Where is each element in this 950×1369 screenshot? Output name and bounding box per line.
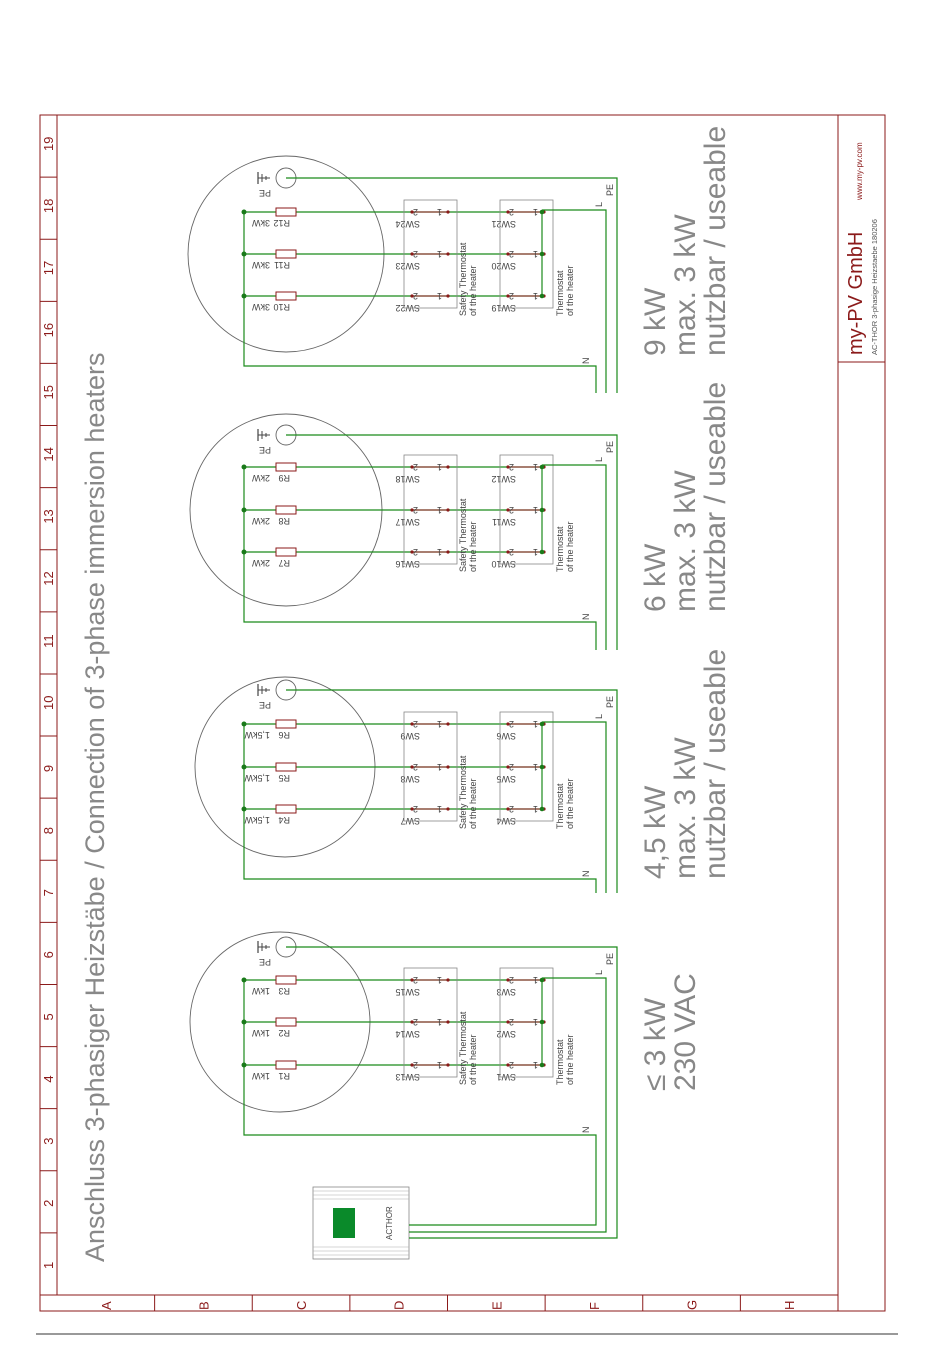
resistor-label-R9: R9 bbox=[278, 473, 290, 483]
switch-pin2-SW2: 2 bbox=[508, 1017, 514, 1027]
junction-dot bbox=[242, 978, 247, 983]
resistor-power-R10: 3kW bbox=[252, 302, 270, 312]
safety-thermostat-label: Safety Thermostat bbox=[458, 755, 468, 829]
junction-dot bbox=[540, 765, 545, 770]
grid-column-5: 5 bbox=[41, 1013, 56, 1021]
label-l: L bbox=[594, 969, 604, 975]
switch-pin2-SW18: 2 bbox=[412, 462, 418, 472]
switch-pin1-SW1: 1 bbox=[532, 1060, 538, 1070]
heater-rating-line-1: 6 kW bbox=[639, 543, 672, 612]
switch-pin1-SW4: 1 bbox=[532, 804, 538, 814]
resistor-label-R1: R1 bbox=[278, 1071, 290, 1081]
resistor-power-R11: 3kW bbox=[252, 260, 270, 270]
junction-dot bbox=[242, 1020, 247, 1025]
label-pe-rail: PE bbox=[605, 952, 615, 965]
heater-rating-line-2: max. 3 kW bbox=[669, 214, 702, 356]
switch-pin2-SW24: 2 bbox=[412, 207, 418, 217]
heater-rating-line-2: 230 VAC bbox=[669, 973, 702, 1091]
grid-column-16: 16 bbox=[41, 322, 56, 338]
heater-rating-line-2: max. 3 kW bbox=[669, 737, 702, 879]
neutral-wire bbox=[244, 980, 596, 1160]
switch-label-SW21: SW21 bbox=[491, 219, 516, 229]
junction-dot bbox=[242, 294, 247, 299]
switch-label-SW15: SW15 bbox=[395, 987, 420, 997]
resistor-label-R12: R12 bbox=[273, 218, 290, 228]
resistor-R8 bbox=[276, 506, 296, 514]
switch-pin1-SW10: 1 bbox=[532, 547, 538, 557]
grid-column-4: 4 bbox=[41, 1075, 56, 1083]
switch-label-SW14: SW14 bbox=[395, 1029, 420, 1039]
grid-row-H: H bbox=[782, 1300, 798, 1310]
device-line-wire bbox=[409, 1160, 606, 1232]
resistor-label-R6: R6 bbox=[278, 730, 290, 740]
junction-dot bbox=[242, 465, 247, 470]
grid-column-17: 17 bbox=[41, 260, 56, 276]
diagram-title: Anschluss 3-phasiger Heizstäbe / Connection of 3-phase immersion heaters bbox=[80, 352, 110, 1262]
switch-pin2-SW15: 2 bbox=[412, 975, 418, 985]
thermostat-label: Thermostat bbox=[555, 526, 565, 572]
resistor-R7 bbox=[276, 548, 296, 556]
heater-rating-line-1: 9 kW bbox=[639, 287, 672, 356]
device-pe-wire bbox=[409, 1160, 617, 1238]
switch-pin2-SW7: 2 bbox=[412, 804, 418, 814]
grid-row-B: B bbox=[196, 1301, 212, 1310]
label-l: L bbox=[594, 201, 604, 207]
switch-pin2-SW5: 2 bbox=[508, 762, 514, 772]
switch-label-SW11: SW11 bbox=[492, 517, 516, 527]
resistor-R11 bbox=[276, 250, 296, 258]
neutral-wire bbox=[244, 212, 596, 393]
grid-row-G: G bbox=[684, 1299, 700, 1310]
switch-label-SW9: SW9 bbox=[400, 731, 420, 741]
switch-label-SW12: SW12 bbox=[491, 474, 516, 484]
thermostat-label: Thermostat bbox=[555, 783, 565, 829]
switch-pin1-SW22: 1 bbox=[436, 291, 442, 301]
grid-column-19: 19 bbox=[41, 136, 56, 152]
resistor-power-R6: 1,5kW bbox=[244, 730, 270, 740]
resistor-R6 bbox=[276, 720, 296, 728]
switch-pin2-SW16: 2 bbox=[412, 547, 418, 557]
acthor-device bbox=[313, 1187, 409, 1259]
resistor-label-R10: R10 bbox=[273, 302, 290, 312]
grid-column-1: 1 bbox=[41, 1261, 56, 1269]
resistor-R9 bbox=[276, 463, 296, 471]
thermostat-label: Thermostat bbox=[555, 1039, 565, 1085]
switch-pin2-SW12: 2 bbox=[508, 462, 514, 472]
switch-label-SW5: SW5 bbox=[496, 774, 516, 784]
safety-thermostat-label: Safety Thermostat bbox=[458, 242, 468, 316]
switch-pin1-SW7: 1 bbox=[436, 804, 442, 814]
resistor-R4 bbox=[276, 805, 296, 813]
thermostat-label: Thermostat bbox=[555, 270, 565, 316]
switch-label-SW18: SW18 bbox=[395, 474, 420, 484]
resistor-power-R1: 1kW bbox=[252, 1071, 270, 1081]
resistor-power-R3: 1kW bbox=[252, 986, 270, 996]
grid-row-markers bbox=[99, 1295, 797, 1311]
resistor-power-R7: 2kW bbox=[252, 558, 270, 568]
grid-column-8: 8 bbox=[41, 826, 56, 835]
switch-pin1-SW20: 1 bbox=[532, 249, 538, 259]
grid-column-markers bbox=[40, 115, 57, 1269]
switch-label-SW2: SW2 bbox=[496, 1029, 516, 1039]
junction-dot bbox=[242, 765, 247, 770]
junction-dot bbox=[540, 294, 545, 299]
switch-label-SW20: SW20 bbox=[491, 261, 516, 271]
label-l: L bbox=[594, 713, 604, 719]
resistor-label-R8: R8 bbox=[278, 516, 290, 526]
resistor-R1 bbox=[276, 1061, 296, 1069]
resistor-power-R8: 2kW bbox=[252, 516, 270, 526]
resistor-label-R3: R3 bbox=[278, 986, 290, 996]
heater-rating-line-3: nutzbar / useable bbox=[699, 381, 732, 612]
junction-dot bbox=[540, 508, 545, 513]
switch-label-SW8: SW8 bbox=[400, 774, 420, 784]
resistor-label-R7: R7 bbox=[278, 558, 290, 568]
switch-pin2-SW14: 2 bbox=[412, 1017, 418, 1027]
junction-dot bbox=[540, 1020, 545, 1025]
switch-label-SW19: SW19 bbox=[491, 303, 516, 313]
label-pe: PE bbox=[258, 700, 271, 710]
grid-row-E: E bbox=[489, 1301, 505, 1310]
switch-pin1-SW19: 1 bbox=[532, 291, 538, 301]
resistor-R2 bbox=[276, 1018, 296, 1026]
switch-pin2-SW21: 2 bbox=[508, 207, 514, 217]
junction-dot bbox=[242, 550, 247, 555]
switch-pin1-SW3: 1 bbox=[532, 975, 538, 985]
switch-pin2-SW1: 2 bbox=[508, 1060, 514, 1070]
grid-column-9: 9 bbox=[41, 764, 56, 773]
label-pe-rail: PE bbox=[605, 695, 615, 708]
junction-dot bbox=[242, 252, 247, 257]
switch-pin2-SW23: 2 bbox=[412, 249, 418, 259]
thermostat-sublabel: of the heater bbox=[565, 778, 575, 829]
resistor-label-R11: R11 bbox=[274, 260, 290, 270]
switch-pin1-SW21: 1 bbox=[532, 207, 538, 217]
document-name: AC-THOR 3-phasige Heizstaebe 180206 bbox=[870, 219, 879, 355]
switch-pin2-SW20: 2 bbox=[508, 249, 514, 259]
switch-label-SW23: SW23 bbox=[395, 261, 420, 271]
resistor-power-R4: 1,5kW bbox=[244, 815, 270, 825]
heater-rating-line-1: ≤ 3 kW bbox=[639, 997, 672, 1091]
switch-label-SW3: SW3 bbox=[496, 987, 516, 997]
label-pe: PE bbox=[258, 445, 271, 455]
thermostat-sublabel: of the heater bbox=[565, 521, 575, 572]
device-display bbox=[333, 1208, 355, 1238]
resistor-power-R5: 1,5kW bbox=[244, 773, 270, 783]
resistor-power-R12: 3kW bbox=[252, 218, 270, 228]
label-pe: PE bbox=[258, 957, 271, 967]
switch-pin1-SW11: 1 bbox=[532, 505, 538, 515]
resistor-R5 bbox=[276, 763, 296, 771]
label-n: N bbox=[581, 613, 591, 620]
heater-circuit-4 bbox=[188, 126, 732, 393]
grid-column-18: 18 bbox=[41, 198, 56, 214]
grid-column-7: 7 bbox=[41, 889, 56, 897]
label-n: N bbox=[581, 357, 591, 364]
switch-pin1-SW15: 1 bbox=[436, 975, 442, 985]
switch-label-SW17: SW17 bbox=[395, 517, 420, 527]
grid-column-14: 14 bbox=[41, 447, 56, 462]
junction-dot bbox=[242, 1063, 247, 1068]
label-pe: PE bbox=[258, 188, 271, 198]
switch-pin2-SW4: 2 bbox=[508, 804, 514, 814]
company-website: www.my-pv.com bbox=[855, 142, 864, 200]
switch-label-SW10: SW10 bbox=[491, 559, 516, 569]
switch-pin1-SW14: 1 bbox=[436, 1017, 442, 1027]
switch-pin2-SW11: 2 bbox=[508, 505, 514, 515]
label-n: N bbox=[581, 870, 591, 877]
heater-rating-line-3: nutzbar / useable bbox=[699, 648, 732, 879]
heater-rating-line-3: nutzbar / useable bbox=[699, 125, 732, 356]
junction-dot bbox=[540, 1063, 545, 1068]
safety-thermostat-label: Safety Thermostat bbox=[458, 1011, 468, 1085]
resistor-power-R2: 1kW bbox=[252, 1028, 270, 1038]
neutral-wire bbox=[244, 467, 596, 650]
grid-row-A: A bbox=[98, 1301, 114, 1310]
thermostat-sublabel: of the heater bbox=[565, 265, 575, 316]
switch-pin1-SW12: 1 bbox=[532, 462, 538, 472]
switch-pin1-SW6: 1 bbox=[532, 719, 538, 729]
switch-pin1-SW17: 1 bbox=[436, 505, 442, 515]
switch-pin2-SW3: 2 bbox=[508, 975, 514, 985]
switch-pin2-SW6: 2 bbox=[508, 719, 514, 729]
junction-dot bbox=[540, 807, 545, 812]
switch-label-SW13: SW13 bbox=[395, 1072, 420, 1082]
grid-column-15: 15 bbox=[41, 385, 56, 400]
grid-row-D: D bbox=[391, 1300, 407, 1310]
label-pe-rail: PE bbox=[605, 440, 615, 453]
resistor-R12 bbox=[276, 208, 296, 216]
switch-pin1-SW16: 1 bbox=[436, 547, 442, 557]
resistor-R3 bbox=[276, 976, 296, 984]
label-l: L bbox=[594, 456, 604, 462]
label-pe-rail: PE bbox=[605, 183, 615, 196]
grid-column-10: 10 bbox=[41, 695, 56, 710]
switch-label-SW6: SW6 bbox=[496, 731, 516, 741]
heater-circuit-1 bbox=[190, 932, 702, 1238]
switch-pin1-SW8: 1 bbox=[436, 762, 442, 772]
resistor-label-R4: R4 bbox=[278, 815, 290, 825]
resistor-label-R5: R5 bbox=[278, 773, 290, 783]
grid-column-13: 13 bbox=[41, 509, 56, 524]
junction-dot bbox=[242, 722, 247, 727]
switch-pin1-SW2: 1 bbox=[532, 1017, 538, 1027]
heater-rating-line-1: 4,5 kW bbox=[639, 785, 672, 879]
resistor-R10 bbox=[276, 292, 296, 300]
switch-label-SW24: SW24 bbox=[395, 219, 420, 229]
grid-row-C: C bbox=[294, 1300, 310, 1310]
grid-column-12: 12 bbox=[41, 571, 56, 586]
switch-label-SW16: SW16 bbox=[395, 559, 420, 569]
switch-label-SW7: SW7 bbox=[400, 816, 420, 826]
safety-thermostat-sublabel: of the heater bbox=[468, 1034, 478, 1085]
switch-label-SW4: SW4 bbox=[496, 816, 516, 826]
switch-label-SW22: SW22 bbox=[395, 303, 420, 313]
junction-dot bbox=[540, 550, 545, 555]
company-name: my-PV GmbH bbox=[845, 231, 867, 355]
switch-pin2-SW10: 2 bbox=[508, 547, 514, 557]
junction-dot bbox=[242, 210, 247, 215]
device-label: ACTHOR bbox=[385, 1206, 394, 1240]
heater-circuit-2 bbox=[195, 649, 732, 893]
switch-pin1-SW18: 1 bbox=[436, 462, 442, 472]
switch-pin2-SW22: 2 bbox=[412, 291, 418, 301]
safety-thermostat-sublabel: of the heater bbox=[468, 778, 478, 829]
heater-rating-line-2: max. 3 kW bbox=[669, 470, 702, 612]
safety-thermostat-sublabel: of the heater bbox=[468, 521, 478, 572]
grid-row-F: F bbox=[586, 1302, 602, 1310]
grid-column-6: 6 bbox=[41, 951, 56, 959]
heater-circuit-3 bbox=[190, 382, 732, 650]
safety-thermostat-sublabel: of the heater bbox=[468, 265, 478, 316]
label-n: N bbox=[581, 1126, 591, 1133]
switch-pin2-SW17: 2 bbox=[412, 505, 418, 515]
grid-column-3: 3 bbox=[41, 1137, 56, 1145]
switch-pin1-SW5: 1 bbox=[532, 762, 538, 772]
switch-label-SW1: SW1 bbox=[496, 1072, 516, 1082]
switch-pin1-SW24: 1 bbox=[436, 207, 442, 217]
thermostat-sublabel: of the heater bbox=[565, 1034, 575, 1085]
switch-pin1-SW9: 1 bbox=[436, 719, 442, 729]
grid-column-2: 2 bbox=[41, 1199, 56, 1207]
switch-pin2-SW9: 2 bbox=[412, 719, 418, 729]
junction-dot bbox=[540, 252, 545, 257]
resistor-label-R2: R2 bbox=[278, 1028, 290, 1038]
device-neutral-wire bbox=[409, 1160, 596, 1225]
junction-dot bbox=[242, 807, 247, 812]
switch-pin1-SW13: 1 bbox=[436, 1060, 442, 1070]
switch-pin2-SW8: 2 bbox=[412, 762, 418, 772]
heater-circuits bbox=[188, 126, 732, 1238]
switch-pin2-SW13: 2 bbox=[412, 1060, 418, 1070]
switch-pin1-SW23: 1 bbox=[436, 249, 442, 259]
safety-thermostat-label: Safety Thermostat bbox=[458, 498, 468, 572]
grid-column-11: 11 bbox=[41, 634, 56, 648]
resistor-power-R9: 2kW bbox=[252, 473, 270, 483]
junction-dot bbox=[242, 508, 247, 513]
switch-pin2-SW19: 2 bbox=[508, 291, 514, 301]
